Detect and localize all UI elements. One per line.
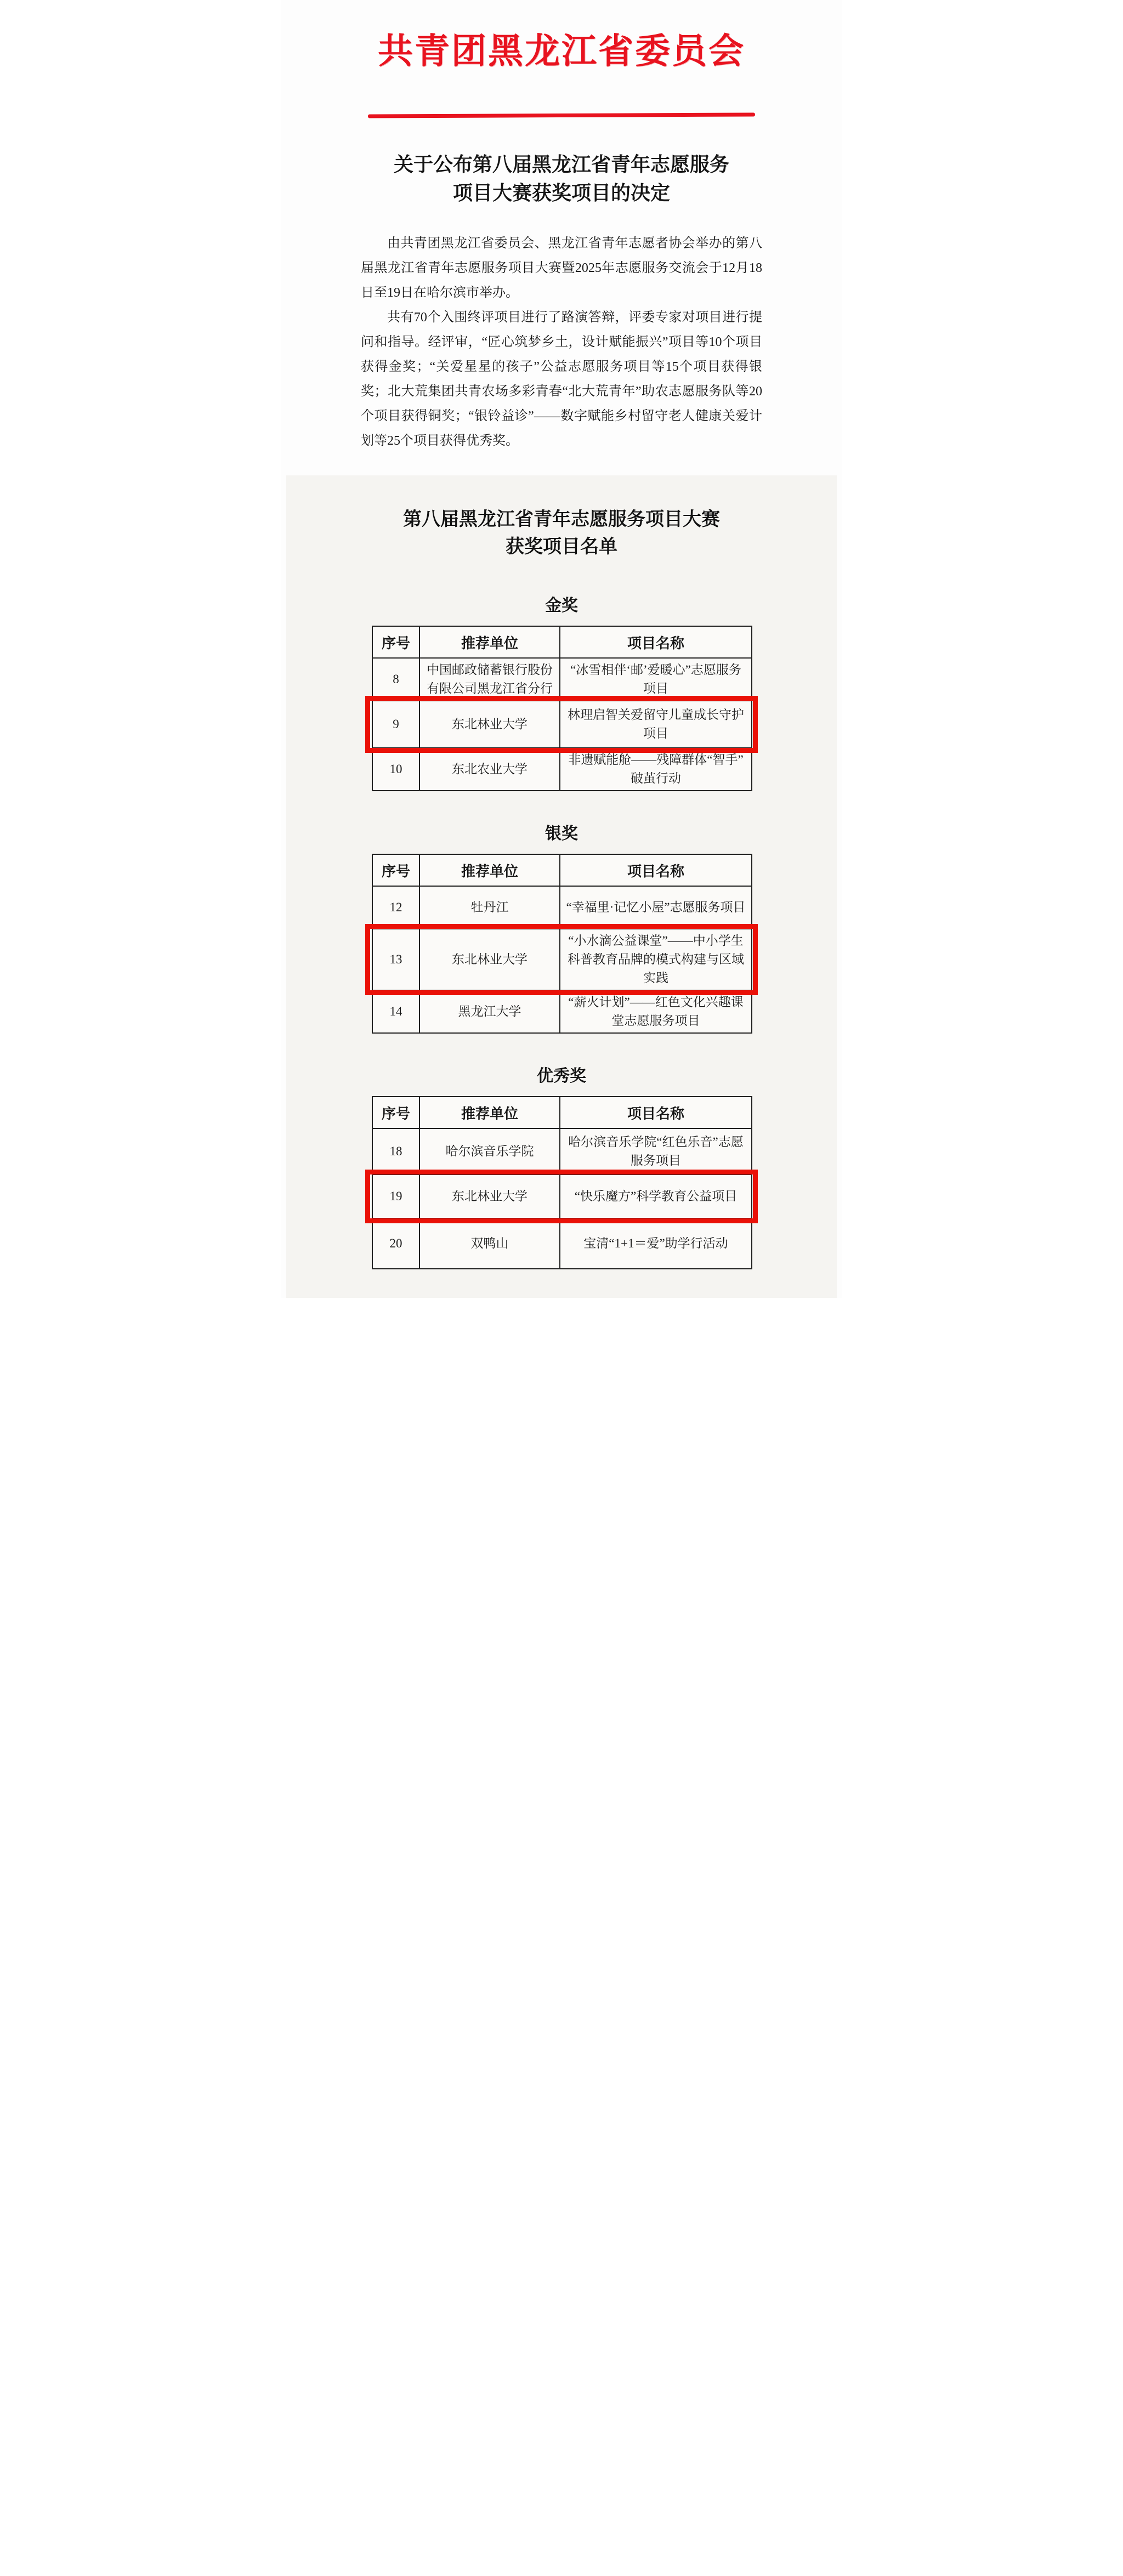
row-unit-cell: 黑龙江大学 [419,990,560,1033]
row-unit-cell: 双鸭山 [419,1218,560,1269]
award-label-gold: 金奖 [545,597,578,615]
gold-award-table [372,626,752,791]
row-unit-cell: 东北林业大学 [419,701,560,748]
row-unit-cell: 哈尔滨音乐学院 [419,1128,560,1174]
document-title [281,150,842,207]
row-unit-cell: 东北农业大学 [419,748,560,791]
row-no-cell: 12 [372,886,419,929]
col-header-project: 项目名称 [560,1097,752,1128]
row-no-cell: 18 [372,1128,419,1174]
document-body [361,231,762,453]
body-paragraph: 由共青团黑龙江省委员会、黑龙江省青年志愿者协会举办的第八届黑龙江省青年志愿服务项目大赛暨2025年志愿服务交流会于12月18日至19日在哈尔滨市举办。 [361,236,762,300]
table-row-highlighted [372,1174,752,1218]
table-row [372,1218,752,1269]
excellence-award-table [372,1096,752,1269]
excellence-award-table-wrap [372,1096,751,1269]
col-header-no: 序号 [372,626,419,658]
document-page [281,0,842,1298]
col-header-project: 项目名称 [560,854,752,886]
row-project-cell: “小水滴公益课堂”——中小学生科普教育品牌的模式构建与区域实践 [560,929,752,990]
row-project-cell: 哈尔滨音乐学院“红色乐音”志愿服务项目 [560,1128,752,1174]
row-unit-cell: 牡丹江 [419,886,560,929]
letterhead-org-title: 共青团黑龙江省委员会 [378,32,745,71]
col-header-no: 序号 [372,1097,419,1128]
row-project-cell: 林理启智关爱留守儿童成长守护项目 [560,701,752,748]
col-header-unit: 推荐单位 [419,626,560,658]
table-header-row [372,854,752,886]
award-list-heading-line2: 获奖项目名单 [506,537,617,558]
row-project-cell: “快乐魔方”科学教育公益项目 [560,1174,752,1218]
row-no-cell: 10 [372,748,419,791]
row-no-cell: 20 [372,1218,419,1269]
row-unit-cell: 东北林业大学 [419,1174,560,1218]
row-project-cell: 宝清“1+1＝爱”助学行活动 [560,1218,752,1269]
row-no-cell: 8 [372,658,419,701]
row-unit-cell: 中国邮政储蓄银行股份有限公司黑龙江省分行 [419,658,560,701]
row-no-cell: 9 [372,701,419,748]
table-row-highlighted [372,701,752,748]
table-row-highlighted [372,929,752,990]
row-project-cell: 非遗赋能舱——残障群体“智手”破茧行动 [560,748,752,791]
col-header-project: 项目名称 [560,626,752,658]
award-list-panel [286,475,837,1298]
award-list-heading-line1: 第八届黑龙江省青年志愿服务项目大赛 [403,509,720,530]
table-row [372,990,752,1033]
table-header-row [372,626,752,658]
col-header-no: 序号 [372,854,419,886]
table-row [372,1128,752,1174]
document-title-line2: 项目大赛获奖项目的决定 [452,182,670,205]
document-title-line1: 关于公布第八届黑龙江省青年志愿服务 [393,154,729,176]
silver-award-table [372,854,752,1034]
row-unit-cell: 东北林业大学 [419,929,560,990]
body-paragraph: 共有70个入围终评项目进行了路演答辩，评委专家对项目进行提问和指导。经评审，“匠心筑梦乡土，设计赋能振兴”项目等10个项目获得金奖；“关爱星星的孩子”公益志愿服务项目等15个项目获得银奖；北大荒集团共青农场多彩青春“北大荒青年”助农志愿服务队等20个项目获得铜奖；“银铃益诊”——数字赋能乡村留守老人健康关爱计划等25个项目获得优秀奖。 [361,310,762,449]
award-list-heading [286,506,837,561]
table-header-row [372,1097,752,1128]
table-row [372,748,752,791]
col-header-unit: 推荐单位 [419,1097,560,1128]
row-project-cell: “薪火计划”——红色文化兴趣课堂志愿服务项目 [560,990,752,1033]
row-no-cell: 13 [372,929,419,990]
col-header-unit: 推荐单位 [419,854,560,886]
award-label-excellence: 优秀奖 [537,1067,586,1086]
row-no-cell: 19 [372,1174,419,1218]
silver-award-table-wrap [372,854,751,1034]
award-label-silver: 银奖 [545,825,578,843]
row-project-cell: “冰雪相伴‘邮’爱暖心”志愿服务项目 [560,658,752,701]
row-project-cell: “幸福里·记忆小屋”志愿服务项目 [560,886,752,929]
row-no-cell: 14 [372,990,419,1033]
letterhead-divider [368,113,755,118]
table-row [372,886,752,929]
table-row [372,658,752,701]
gold-award-table-wrap [372,626,751,791]
